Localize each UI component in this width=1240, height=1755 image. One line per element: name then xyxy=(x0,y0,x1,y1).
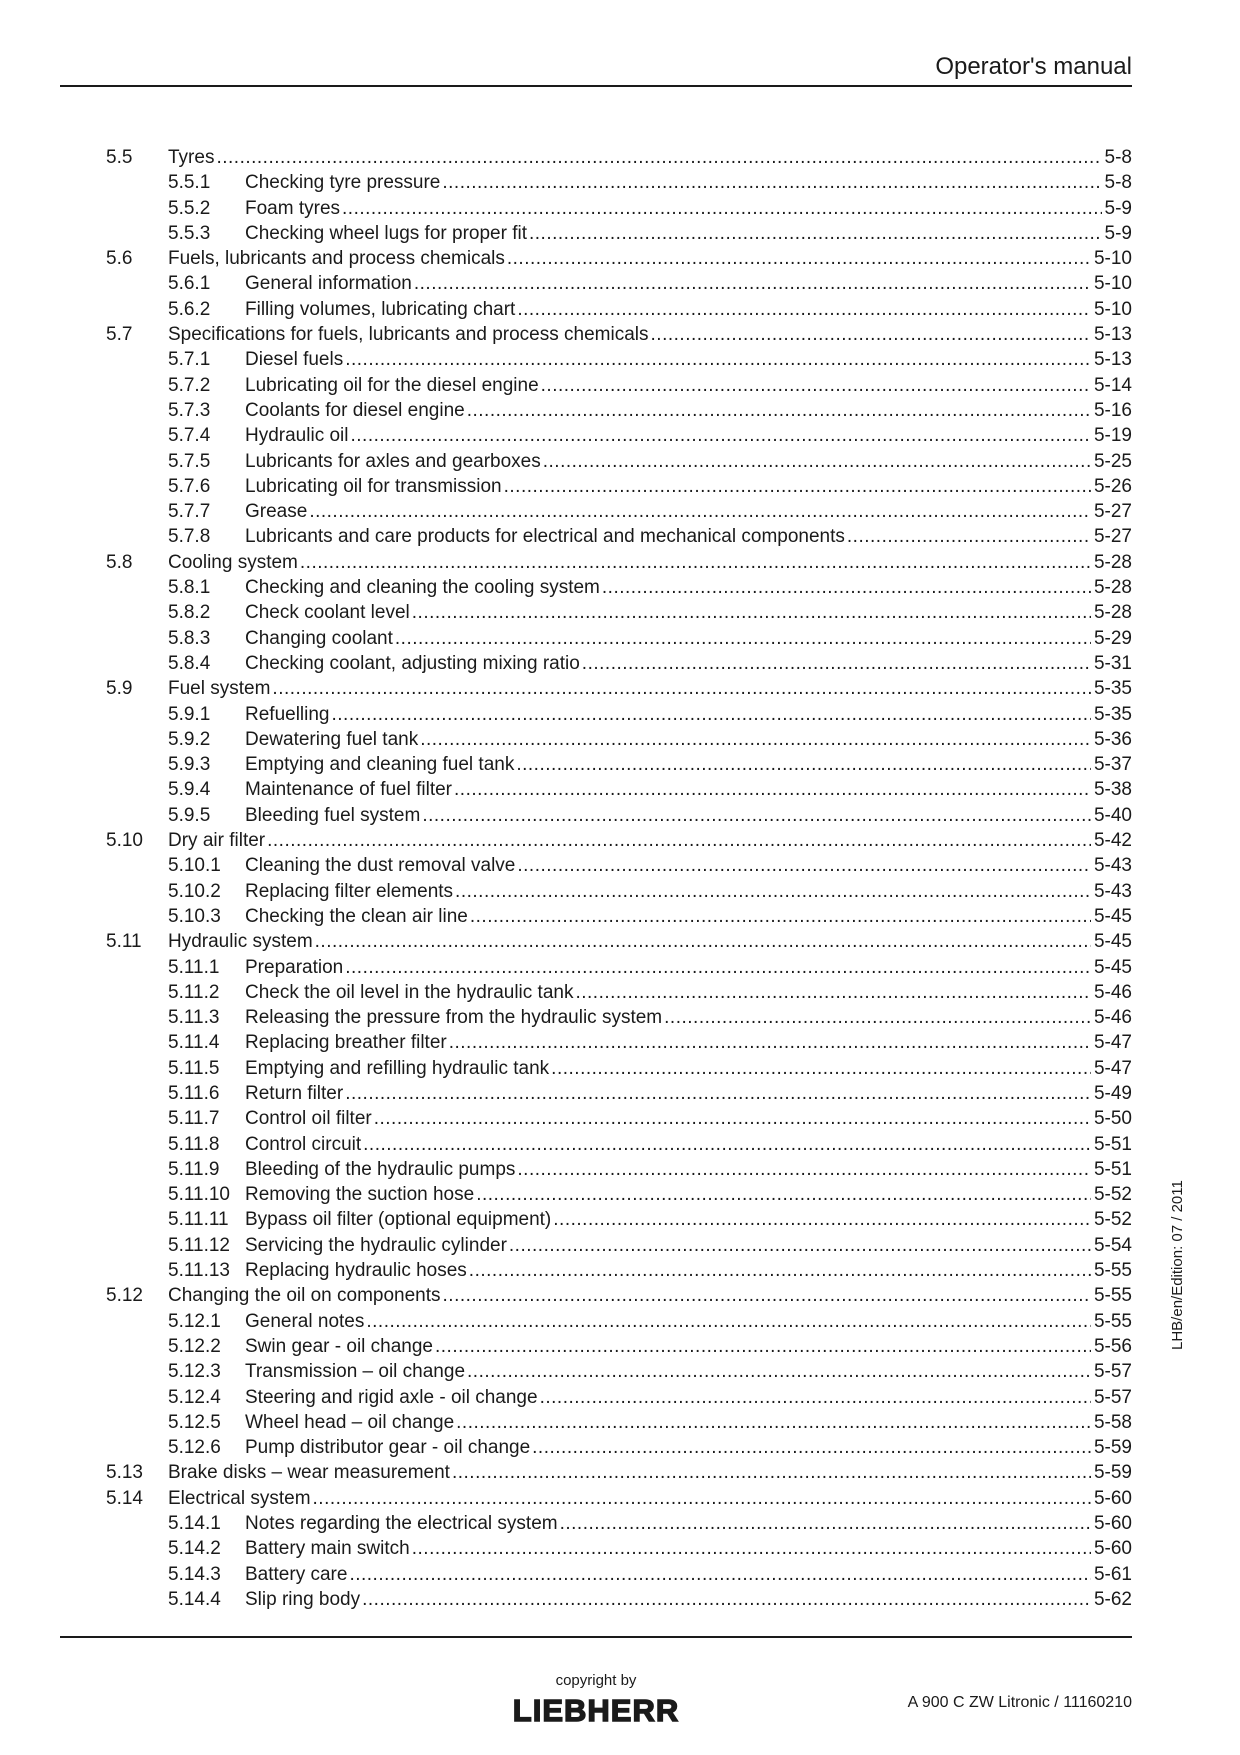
toc-entry-page: 5-40 xyxy=(1093,804,1132,826)
toc-entry xyxy=(106,904,1132,929)
toc-entry-number: 5.10 xyxy=(106,830,143,852)
toc-entry-page: 5-56 xyxy=(1093,1335,1132,1357)
toc-entry-number: 5.11.1 xyxy=(168,956,220,978)
toc-entry xyxy=(106,1410,1132,1435)
toc-entry xyxy=(106,550,1132,575)
toc-entry-page: 5-8 xyxy=(1104,172,1132,194)
toc-entry xyxy=(106,449,1132,474)
toc-entry xyxy=(106,1182,1132,1207)
toc-leader-dots xyxy=(541,373,1091,398)
toc-entry-number: 5.10.2 xyxy=(168,880,221,902)
toc-leader-dots xyxy=(216,145,1101,170)
toc-entry xyxy=(106,879,1132,904)
toc-leader-dots xyxy=(267,828,1091,853)
toc-leader-dots xyxy=(651,322,1091,347)
toc-entry xyxy=(106,398,1132,423)
toc-entry-title: Check coolant level xyxy=(245,602,410,624)
toc-entry-title: Changing the oil on components xyxy=(168,1285,441,1307)
toc-entry xyxy=(106,1385,1132,1410)
toc-entry-title: General notes xyxy=(245,1310,365,1332)
toc-entry xyxy=(106,803,1132,828)
toc-entry-page: 5-60 xyxy=(1093,1538,1132,1560)
toc-entry-page: 5-55 xyxy=(1093,1260,1132,1282)
toc-entry-page: 5-27 xyxy=(1093,501,1132,523)
toc-leader-dots xyxy=(467,1359,1091,1384)
toc-entry-number: 5.9.1 xyxy=(168,703,211,725)
toc-leader-dots xyxy=(442,170,1101,195)
header-divider xyxy=(60,85,1132,87)
toc-entry-number: 5.7 xyxy=(106,324,133,346)
toc-entry-number: 5.12 xyxy=(106,1285,143,1307)
liebherr-logo xyxy=(496,1692,696,1726)
toc-leader-dots xyxy=(507,246,1091,271)
toc-entry-page: 5-61 xyxy=(1093,1563,1132,1585)
toc-entry-number: 5.9 xyxy=(106,678,133,700)
toc-entry-title: Bleeding fuel system xyxy=(245,804,421,826)
toc-entry-title: Foam tyres xyxy=(245,197,341,219)
toc-entry-page: 5-8 xyxy=(1104,147,1132,168)
toc-entry-title: Fuel system xyxy=(168,678,271,700)
toc-entry-number: 5.7.4 xyxy=(168,425,211,447)
toc-entry-title: Transmission – oil change xyxy=(245,1361,466,1383)
toc-entry-number: 5.7.7 xyxy=(168,501,211,523)
toc-entry-title: Control oil filter xyxy=(245,1108,372,1130)
toc-leader-dots xyxy=(342,196,1102,221)
toc-entry-number: 5.14.4 xyxy=(168,1588,221,1610)
toc-entry-page: 5-59 xyxy=(1093,1462,1132,1484)
toc-entry-title: Electrical system xyxy=(168,1487,311,1509)
toc-entry-title: Servicing the hydraulic cylinder xyxy=(245,1234,507,1256)
toc-leader-dots xyxy=(529,221,1102,246)
toc-entry-number: 5.13 xyxy=(106,1462,143,1484)
toc-leader-dots xyxy=(272,676,1091,701)
toc-entry-page: 5-57 xyxy=(1093,1361,1132,1383)
toc-entry-page: 5-59 xyxy=(1093,1437,1132,1459)
toc-entry-number: 5.7.1 xyxy=(168,349,211,371)
toc-entry xyxy=(106,1132,1132,1157)
toc-leader-dots xyxy=(345,955,1091,980)
toc-entry-number: 5.11.12 xyxy=(168,1234,230,1256)
toc-entry xyxy=(106,322,1132,347)
toc-entry xyxy=(106,651,1132,676)
toc-entry xyxy=(106,777,1132,802)
toc-leader-dots xyxy=(455,879,1091,904)
toc-leader-dots xyxy=(435,1334,1091,1359)
toc-entry-title: Replacing breather filter xyxy=(245,1032,447,1054)
toc-entry-title: Bypass oil filter (optional equipment) xyxy=(245,1209,552,1231)
toc-entry-number: 5.5 xyxy=(106,147,133,168)
toc-entry-page: 5-54 xyxy=(1093,1234,1132,1256)
toc-leader-dots xyxy=(560,1511,1091,1536)
toc-leader-dots xyxy=(313,1486,1091,1511)
toc-leader-dots xyxy=(516,752,1091,777)
toc-entry-page: 5-28 xyxy=(1093,602,1132,624)
toc-leader-dots xyxy=(582,651,1091,676)
toc-entry-page: 5-9 xyxy=(1104,197,1132,219)
toc-entry-title: Hydraulic oil xyxy=(245,425,349,447)
toc-entry-number: 5.8.3 xyxy=(168,627,211,649)
toc-entry-number: 5.11.11 xyxy=(168,1209,229,1231)
toc-entry-number: 5.9.4 xyxy=(168,779,211,801)
toc-entry-number: 5.10.1 xyxy=(168,855,221,877)
toc-entry-number: 5.10.3 xyxy=(168,905,221,927)
toc-leader-dots xyxy=(553,1207,1091,1232)
toc-entry-title: Battery care xyxy=(245,1563,348,1585)
toc-entry-page: 5-46 xyxy=(1093,981,1132,1003)
toc-entry xyxy=(106,1258,1132,1283)
toc-leader-dots xyxy=(847,524,1091,549)
toc-entry-page: 5-51 xyxy=(1093,1158,1132,1180)
toc-entry xyxy=(106,1309,1132,1334)
toc-entry-title: Checking and cleaning the cooling system xyxy=(245,577,600,599)
toc-entry xyxy=(106,929,1132,954)
toc-entry xyxy=(106,1030,1132,1055)
toc-entry-title: Replacing filter elements xyxy=(245,880,454,902)
toc-entry-page: 5-51 xyxy=(1093,1133,1132,1155)
toc-entry-page: 5-10 xyxy=(1093,248,1132,270)
toc-entry-page: 5-45 xyxy=(1093,956,1132,978)
toc-leader-dots xyxy=(532,1435,1091,1460)
toc-entry-page: 5-36 xyxy=(1093,728,1132,750)
toc-entry xyxy=(106,1435,1132,1460)
toc-entry xyxy=(106,1233,1132,1258)
toc-entry-title: Notes regarding the electrical system xyxy=(245,1513,558,1535)
toc-entry-title: Removing the suction hose xyxy=(245,1184,475,1206)
toc-leader-dots xyxy=(456,1410,1091,1435)
toc-entry-title: Filling volumes, lubricating chart xyxy=(245,298,516,320)
toc-entry xyxy=(106,600,1132,625)
toc-entry-page: 5-25 xyxy=(1093,450,1132,472)
toc-entry-title: Wheel head – oil change xyxy=(245,1411,455,1433)
toc-entry-number: 5.14 xyxy=(106,1487,143,1509)
toc-entry-title: Dry air filter xyxy=(168,830,266,852)
toc-entry-page: 5-43 xyxy=(1093,880,1132,902)
toc-entry xyxy=(106,1056,1132,1081)
toc-entry xyxy=(106,1207,1132,1232)
toc-entry xyxy=(106,1106,1132,1131)
toc-entry-number: 5.11.9 xyxy=(168,1158,220,1180)
toc-leader-dots xyxy=(664,1005,1091,1030)
toc-entry-number: 5.11 xyxy=(106,931,142,953)
toc-entry-number: 5.12.4 xyxy=(168,1386,221,1408)
edition-note: LHB/en/Edition: 07 / 2011 xyxy=(1169,1180,1186,1350)
toc-entry xyxy=(106,626,1132,651)
toc-entry-page: 5-47 xyxy=(1093,1057,1132,1079)
toc-entry-page: 5-14 xyxy=(1093,374,1132,396)
toc-entry-number: 5.11.2 xyxy=(168,981,220,1003)
toc-entry xyxy=(106,499,1132,524)
toc-entry-number: 5.12.1 xyxy=(168,1310,221,1332)
toc-leader-dots xyxy=(345,347,1091,372)
toc-entry xyxy=(106,1562,1132,1587)
toc-entry-title: Preparation xyxy=(245,956,344,978)
toc-entry-title: Coolants for diesel engine xyxy=(245,399,465,421)
toc-entry-number: 5.14.2 xyxy=(168,1538,221,1560)
toc-entry-title: Control circuit xyxy=(245,1133,362,1155)
table-of-contents xyxy=(106,145,1132,1612)
toc-entry xyxy=(106,373,1132,398)
toc-entry-page: 5-46 xyxy=(1093,1007,1132,1029)
toc-leader-dots xyxy=(366,1309,1091,1334)
toc-entry-number: 5.11.13 xyxy=(168,1260,230,1282)
toc-entry-page: 5-13 xyxy=(1093,324,1132,346)
toc-entry-number: 5.8.1 xyxy=(168,577,211,599)
model-number: A 900 C ZW Litronic / 11160210 xyxy=(907,1694,1132,1711)
toc-entry-number: 5.5.3 xyxy=(168,222,211,244)
toc-entry-number: 5.11.4 xyxy=(168,1032,220,1054)
toc-entry-page: 5-49 xyxy=(1093,1082,1132,1104)
toc-entry xyxy=(106,170,1132,195)
toc-entry-title: Replacing hydraulic hoses xyxy=(245,1260,467,1282)
toc-entry-number: 5.12.2 xyxy=(168,1335,221,1357)
toc-entry-title: Emptying and cleaning fuel tank xyxy=(245,754,515,776)
toc-entry-title: Grease xyxy=(245,501,308,523)
toc-leader-dots xyxy=(412,600,1091,625)
toc-entry-page: 5-29 xyxy=(1093,627,1132,649)
toc-entry xyxy=(106,1486,1132,1511)
toc-entry xyxy=(106,752,1132,777)
toc-leader-dots xyxy=(363,1132,1091,1157)
toc-entry-title: Fuels, lubricants and process chemicals xyxy=(168,248,505,270)
toc-entry-number: 5.6.1 xyxy=(168,273,211,295)
toc-entry-number: 5.9.5 xyxy=(168,804,211,826)
toc-entry-page: 5-55 xyxy=(1093,1285,1132,1307)
toc-entry xyxy=(106,196,1132,221)
toc-entry-title: Changing coolant xyxy=(245,627,393,649)
toc-entry xyxy=(106,423,1132,448)
toc-leader-dots xyxy=(517,297,1091,322)
toc-entry xyxy=(106,1157,1132,1182)
toc-entry-page: 5-62 xyxy=(1093,1588,1132,1610)
toc-entry-title: Dewatering fuel tank xyxy=(245,728,419,750)
toc-entry xyxy=(106,297,1132,322)
toc-entry xyxy=(106,1081,1132,1106)
toc-entry xyxy=(106,1511,1132,1536)
toc-leader-dots xyxy=(540,1385,1091,1410)
toc-leader-dots xyxy=(345,1081,1091,1106)
toc-entry-title: Steering and rigid axle - oil change xyxy=(245,1386,538,1408)
toc-entry-title: Checking tyre pressure xyxy=(245,172,441,194)
toc-entry xyxy=(106,575,1132,600)
toc-entry-page: 5-19 xyxy=(1093,425,1132,447)
toc-leader-dots xyxy=(395,626,1091,651)
toc-entry-number: 5.11.3 xyxy=(168,1007,220,1029)
page-title: Operator's manual xyxy=(935,53,1132,80)
toc-entry-title: Lubricating oil for transmission xyxy=(245,475,502,497)
toc-entry-page: 5-60 xyxy=(1093,1487,1132,1509)
toc-entry-page: 5-35 xyxy=(1093,678,1132,700)
toc-leader-dots xyxy=(575,980,1091,1005)
toc-entry-number: 5.7.8 xyxy=(168,526,211,548)
toc-entry-page: 5-38 xyxy=(1093,779,1132,801)
toc-entry xyxy=(106,676,1132,701)
toc-entry-page: 5-37 xyxy=(1093,754,1132,776)
toc-leader-dots xyxy=(300,550,1091,575)
toc-leader-dots xyxy=(454,777,1091,802)
toc-leader-dots xyxy=(420,727,1091,752)
toc-leader-dots xyxy=(362,1587,1091,1612)
toc-entry xyxy=(106,1283,1132,1308)
toc-leader-dots xyxy=(374,1106,1091,1131)
toc-entry-title: Refuelling xyxy=(245,703,330,725)
toc-entry-title: Lubricants for axles and gearboxes xyxy=(245,450,541,472)
toc-entry-number: 5.11.5 xyxy=(168,1057,220,1079)
toc-leader-dots xyxy=(414,271,1091,296)
toc-leader-dots xyxy=(543,449,1091,474)
toc-entry-title: Bleeding of the hydraulic pumps xyxy=(245,1158,516,1180)
toc-entry-number: 5.7.2 xyxy=(168,374,211,396)
toc-entry-title: Swin gear - oil change xyxy=(245,1335,433,1357)
toc-entry-title: Checking the clean air line xyxy=(245,905,468,927)
toc-entry-number: 5.7.5 xyxy=(168,450,211,472)
toc-entry-page: 5-9 xyxy=(1104,222,1132,244)
toc-entry-number: 5.8 xyxy=(106,551,133,573)
toc-entry-number: 5.6 xyxy=(106,248,133,270)
toc-entry-title: Slip ring body xyxy=(245,1588,361,1610)
toc-entry-title: Return filter xyxy=(245,1082,344,1104)
toc-entry-page: 5-58 xyxy=(1093,1411,1132,1433)
toc-entry-page: 5-35 xyxy=(1093,703,1132,725)
toc-entry-number: 5.11.8 xyxy=(168,1133,220,1155)
toc-leader-dots xyxy=(349,1562,1091,1587)
toc-entry-title: Hydraulic system xyxy=(168,931,313,953)
toc-entry-page: 5-28 xyxy=(1093,577,1132,599)
toc-entry-title: Pump distributor gear - oil change xyxy=(245,1437,531,1459)
toc-entry-number: 5.14.3 xyxy=(168,1563,221,1585)
toc-entry-page: 5-43 xyxy=(1093,855,1132,877)
toc-entry xyxy=(106,727,1132,752)
toc-entry-number: 5.8.4 xyxy=(168,652,211,674)
toc-entry-number: 5.5.2 xyxy=(168,197,211,219)
toc-leader-dots xyxy=(476,1182,1091,1207)
toc-entry-title: Lubricating oil for the diesel engine xyxy=(245,374,539,396)
toc-leader-dots xyxy=(452,1460,1091,1485)
toc-entry-number: 5.9.3 xyxy=(168,754,211,776)
toc-entry xyxy=(106,1460,1132,1485)
toc-entry xyxy=(106,702,1132,727)
toc-entry-page: 5-50 xyxy=(1093,1108,1132,1130)
toc-entry xyxy=(106,955,1132,980)
toc-entry-page: 5-27 xyxy=(1093,526,1132,548)
toc-entry-number: 5.14.1 xyxy=(168,1513,221,1535)
toc-entry-page: 5-47 xyxy=(1093,1032,1132,1054)
toc-entry-page: 5-10 xyxy=(1093,298,1132,320)
toc-entry xyxy=(106,1334,1132,1359)
toc-entry-number: 5.12.3 xyxy=(168,1361,221,1383)
toc-entry xyxy=(106,1587,1132,1612)
toc-entry xyxy=(106,221,1132,246)
toc-entry xyxy=(106,347,1132,372)
toc-entry-title: Cleaning the dust removal valve xyxy=(245,855,516,877)
toc-entry-page: 5-28 xyxy=(1093,551,1132,573)
toc-entry-number: 5.11.10 xyxy=(168,1184,230,1206)
toc-entry xyxy=(106,1005,1132,1030)
toc-entry-page: 5-52 xyxy=(1093,1209,1132,1231)
logo-text: LIEBHERR xyxy=(512,1693,680,1726)
toc-entry-page: 5-13 xyxy=(1093,349,1132,371)
toc-entry-number: 5.7.6 xyxy=(168,475,211,497)
toc-entry-page: 5-42 xyxy=(1093,830,1132,852)
toc-entry-page: 5-31 xyxy=(1093,652,1132,674)
toc-entry xyxy=(106,145,1132,170)
toc-entry-title: Battery main switch xyxy=(245,1538,410,1560)
toc-leader-dots xyxy=(332,702,1091,727)
toc-leader-dots xyxy=(412,1536,1091,1561)
toc-entry-page: 5-10 xyxy=(1093,273,1132,295)
toc-entry xyxy=(106,474,1132,499)
toc-leader-dots xyxy=(315,929,1091,954)
toc-entry-title: Maintenance of fuel filter xyxy=(245,779,453,801)
toc-entry-number: 5.11.7 xyxy=(168,1108,220,1130)
toc-entry xyxy=(106,1536,1132,1561)
toc-entry-page: 5-60 xyxy=(1093,1513,1132,1535)
toc-leader-dots xyxy=(449,1030,1091,1055)
toc-entry-number: 5.6.2 xyxy=(168,298,211,320)
toc-entry-title: Lubricants and care products for electrical and mechanical components xyxy=(245,526,845,548)
copyright-text: copyright by xyxy=(555,1672,637,1689)
toc-leader-dots xyxy=(602,575,1091,600)
toc-leader-dots xyxy=(443,1283,1091,1308)
toc-entry-number: 5.9.2 xyxy=(168,728,211,750)
toc-leader-dots xyxy=(467,398,1091,423)
toc-entry-title: Cooling system xyxy=(168,551,298,573)
toc-entry-page: 5-52 xyxy=(1093,1184,1132,1206)
toc-entry-title: Checking wheel lugs for proper fit xyxy=(245,222,527,244)
toc-leader-dots xyxy=(504,474,1091,499)
toc-entry-title: Check the oil level in the hydraulic tank xyxy=(245,981,574,1003)
toc-leader-dots xyxy=(517,1157,1091,1182)
toc-entry-title: Brake disks – wear measurement xyxy=(168,1462,450,1484)
toc-leader-dots xyxy=(517,853,1091,878)
toc-leader-dots xyxy=(469,1258,1091,1283)
toc-entry-number: 5.12.5 xyxy=(168,1411,221,1433)
toc-entry-title: Checking coolant, adjusting mixing ratio xyxy=(245,652,580,674)
toc-entry xyxy=(106,246,1132,271)
footer-divider xyxy=(60,1636,1132,1638)
toc-entry xyxy=(106,1359,1132,1384)
toc-entry-title: Releasing the pressure from the hydraulic system xyxy=(245,1007,663,1029)
toc-entry-page: 5-16 xyxy=(1093,399,1132,421)
toc-leader-dots xyxy=(309,499,1091,524)
toc-leader-dots xyxy=(551,1056,1091,1081)
toc-entry xyxy=(106,271,1132,296)
toc-leader-dots xyxy=(350,423,1090,448)
toc-entry-title: Emptying and refilling hydraulic tank xyxy=(245,1057,550,1079)
toc-entry-title: Tyres xyxy=(168,147,215,168)
toc-entry-page: 5-45 xyxy=(1093,931,1132,953)
toc-leader-dots xyxy=(422,803,1091,828)
toc-entry-title: General information xyxy=(245,273,412,295)
toc-entry-number: 5.12.6 xyxy=(168,1437,221,1459)
toc-leader-dots xyxy=(509,1233,1091,1258)
toc-entry xyxy=(106,524,1132,549)
toc-entry xyxy=(106,853,1132,878)
toc-entry-number: 5.7.3 xyxy=(168,399,211,421)
toc-entry xyxy=(106,980,1132,1005)
toc-leader-dots xyxy=(470,904,1091,929)
toc-entry-page: 5-55 xyxy=(1093,1310,1132,1332)
toc-entry-page: 5-45 xyxy=(1093,905,1132,927)
toc-entry-number: 5.8.2 xyxy=(168,602,211,624)
toc-entry-number: 5.11.6 xyxy=(168,1082,220,1104)
toc-entry-number: 5.5.1 xyxy=(168,172,211,194)
toc-entry-page: 5-26 xyxy=(1093,475,1132,497)
toc-entry-title: Diesel fuels xyxy=(245,349,344,371)
toc-entry-page: 5-57 xyxy=(1093,1386,1132,1408)
toc-entry xyxy=(106,828,1132,853)
toc-entry-title: Specifications for fuels, lubricants and process chemicals xyxy=(168,324,649,346)
